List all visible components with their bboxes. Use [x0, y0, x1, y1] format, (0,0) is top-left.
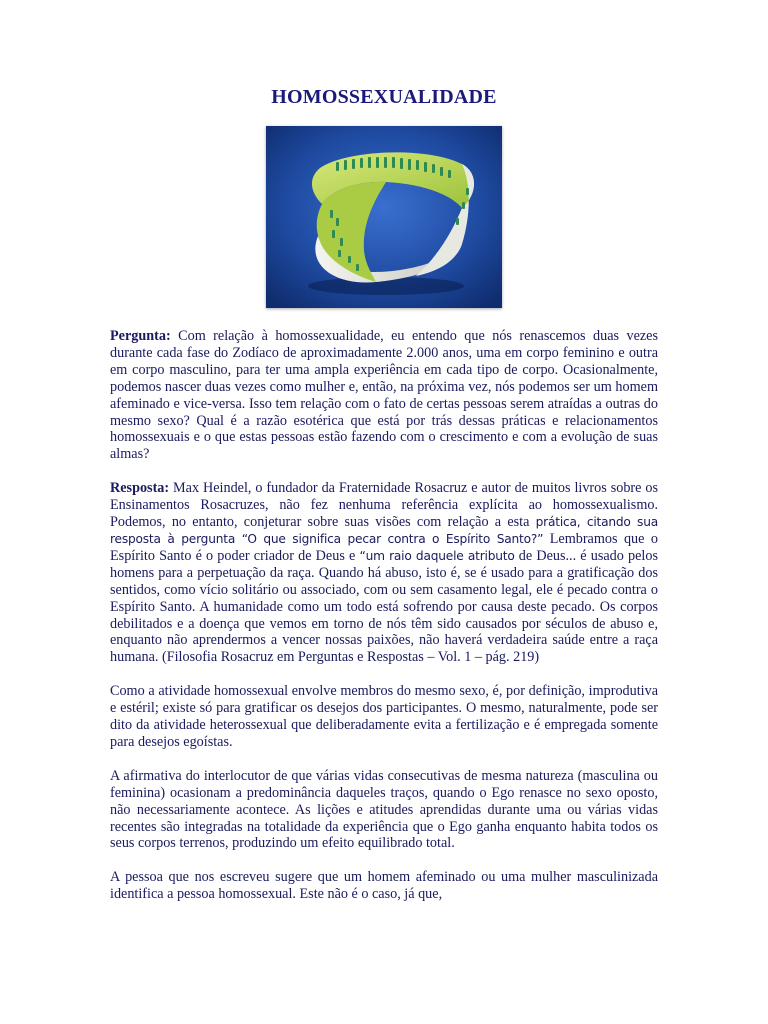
answer-text-3: de Deus... é usado pelos homens para a perpetuação da raça. Quando há abuso, isto é, se é usado para a gratificação dos sentidos, como vício solitário ou associado, com ou sem casamento legal, ele é pecado contra o Espírito Santo. A humanidade como um todo está sofrendo por causa deste pecado. Os corpos debilitados e a doença que vemos em torno de nós têm sido causados por séculos de abuso e, enquanto não aprendermos a vencer nossas paixões, não haverá verdadeira saúde entre a raça humana. (Filosofia Rosacruz em Perguntas e Respostas – Vol. 1 – pág. 219): [110, 547, 658, 666]
answer-quote-1: prática, citando sua resposta à pergunta “O que significa pecar contra o Espírito Santo?”: [110, 515, 659, 546]
paragraph: A pessoa que nos escreveu sugere que um homem afeminado ou uma mulher masculinizada identifica a pessoa homossexual. Este não é o caso, já que,: [110, 869, 658, 903]
answer-paragraph: [110, 480, 658, 666]
answer-text-1: Max Heindel, o fundador da Fraternidade Rosacruz e autor de muitos livros sobre os Ensinamentos Rosacruzes, não fez nenhuma referência explícita ao homossexualismo. Podemos, no entanto, conjeturar sobre suas visões com relação a esta: [110, 480, 658, 531]
page-title: HOMOSSEXUALIDADE: [271, 86, 497, 108]
answer-text-2: Lembramos que o Espírito Santo é o poder criador de Deus e: [110, 530, 659, 564]
paragraph: Como a atividade homossexual envolve membros do mesmo sexo, é, por definição, improdutiva e estéril; existe só para gratificar os desejos dos participantes. O mesmo, naturalmente, pode ser dito da atividade heterossexual que deliberadamente evita a fertilização e é empregada somente para desejos egoístas.: [110, 683, 658, 750]
answer-quote-2: “um raio daquele atributo: [359, 548, 515, 563]
answer-lead: Resposta:: [110, 480, 170, 497]
question-paragraph: [110, 328, 658, 463]
mobius-strip-image: [266, 126, 502, 308]
question-lead: Pergunta:: [110, 328, 171, 344]
article-body: [110, 328, 658, 920]
question-text: Com relação à homossexualidade, eu entendo que nós renascemos duas vezes durante cada fase do Zodíaco de aproximadamente 2.000 anos, uma em corpo feminino e outra em corpo masculino, para ter uma ampla experiência em cada tipo de corpo. Ocasionalmente, podemos nascer duas vezes como mulher e, então, na próxima vez, nós podemos ser um homem afeminado e vice-versa. Isso tem relação com o fato de certas pessoas serem atraídas a outras do mesmo sexo? Qual é a razão esotérica que está por trás dessas práticas e relacionamentos homossexuais e o que estas pessoas estão fazendo com o crescimento e com a evolução de suas almas?: [110, 328, 658, 463]
paragraph: A afirmativa do interlocutor de que várias vidas consecutivas de mesma natureza (masculina ou feminina) ocasionam a predominância daqueles traços, quando o Ego renasce no sexo oposto, não necessariamente acontece. As lições e atitudes aprendidas durante uma ou várias vidas recentes são integradas na totalidade da experiência que o Ego ganha enquanto habita todos os seus corpos terrenos, produzindo um efeito equilibrado total.: [110, 767, 658, 852]
